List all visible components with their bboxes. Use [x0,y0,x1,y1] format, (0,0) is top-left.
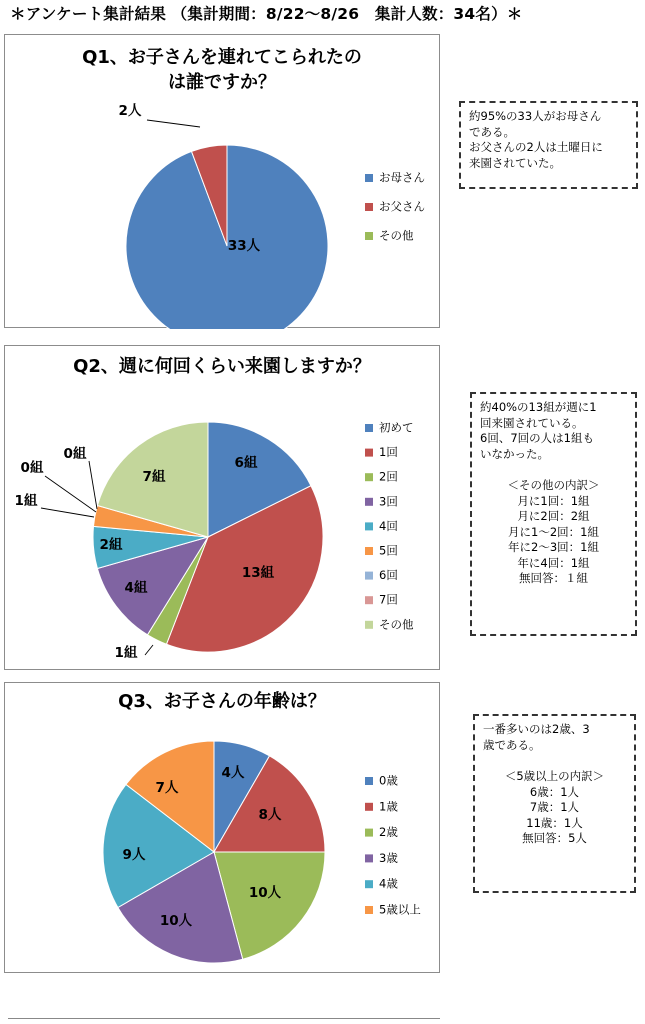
q3-breakdown-line: 6歳：1人 [529,784,580,799]
q1-note-line: である。 [469,124,515,139]
bottom-divider [8,1018,440,1019]
q1-chart-panel [4,34,440,328]
q3-title-line-1: Q3、お子さんの年齢は？ [118,691,326,712]
data-label: 10人 [248,885,282,901]
q1-note-line: 来園されていた。 [469,155,561,170]
q2-breakdown-line: 月に1回：1組 [517,493,590,508]
q3-chart-panel [4,682,440,973]
leader-line [147,120,200,127]
data-label: 10人 [159,913,193,929]
leader-line [145,645,153,655]
data-label: 13組 [241,565,275,581]
q2-chart-panel [4,345,440,670]
q3-note-line: 一番多いのは2歳、3 [483,722,590,736]
legend-label: 6回 [379,568,398,583]
q2-note-line: 6回、7回の人は1組も [480,431,594,445]
data-label: 4人 [221,765,245,781]
q3-breakdown-line: 無回答：5人 [522,831,587,845]
leader-line [45,476,96,512]
legend-swatch [365,621,373,629]
q2-note-line: いなかった。 [480,446,549,461]
data-label: 33人 [227,238,261,254]
legend-label: 7回 [379,592,398,607]
q2-chart-title [5,354,439,379]
q3-breakdown-line: 7歳：1人 [529,800,580,814]
q2-note-box [470,392,637,636]
legend-swatch [365,522,373,530]
data-label: 9人 [122,847,146,863]
legend-swatch [365,572,373,580]
legend-swatch [365,547,373,555]
data-label: 0組 [63,446,87,462]
page-title: ＊アンケート集計結果 （集計期間：8/22～8/26 集計人数：34名）＊ [10,5,523,23]
legend-label: 3回 [379,494,398,509]
q2-note-line: 約40%の13組が週に1 [480,400,597,414]
legend-label: 1回 [379,445,398,460]
data-label: 0組 [20,460,44,476]
q2-title-line-1: Q2、週に何回くらい来園しますか？ [73,356,371,377]
q3-breakdown-line: 11歳：1人 [526,815,583,830]
leader-line [89,461,97,509]
legend-label: 3歳 [379,850,398,865]
legend-swatch [365,232,373,240]
q1-note-line: 約95%の33人がお母さん [469,109,602,123]
legend-label: 4歳 [379,876,398,891]
q2-breakdown-heading: ＜その他の内訳＞ [507,478,600,492]
q2-breakdown-line: 月に1～2回：1組 [508,524,599,539]
data-label: 2人 [118,103,142,119]
legend-label: 4回 [379,518,398,533]
legend-swatch [365,473,373,481]
q1-chart-title [5,45,439,95]
legend-label: お父さん [379,199,425,214]
legend-label: その他 [379,617,414,632]
data-label: 6組 [234,455,258,471]
q3-breakdown-heading: ＜5歳以上の内訳＞ [504,769,605,783]
legend-swatch [365,803,373,811]
q2-breakdown-line: 年に4回：1組 [517,555,590,570]
legend-swatch [365,906,373,914]
q3-note-line: 歳である。 [483,737,541,752]
legend-label: 0歳 [379,773,398,788]
q2-pie-chart [5,346,441,671]
legend-swatch [365,449,373,457]
q2-breakdown-line: 無回答：１組 [519,571,588,585]
legend-swatch [365,498,373,506]
legend-swatch [365,777,373,785]
legend-swatch [365,880,373,888]
q1-note-box [459,101,638,189]
leader-line [41,508,94,517]
data-label: 4組 [124,580,148,596]
legend-label: お母さん [379,170,425,185]
q2-breakdown-line: 年に2～3回：1組 [508,540,599,554]
q1-title-line-2: は誰ですか？ [168,72,276,93]
legend-label: その他 [379,228,414,243]
legend-label: 2回 [379,469,398,484]
q1-note-line: お父さんの2人は土曜日に [469,140,603,154]
data-label: 7人 [155,780,179,796]
legend-label: 5歳以上 [379,902,421,917]
legend-label: 5回 [379,543,398,558]
legend-swatch [365,174,373,182]
data-label: 8人 [258,807,282,823]
q1-title-line-1: Q1、お子さんを連れてこられたの [82,47,362,68]
q3-note-box [473,714,636,893]
q3-chart-title [5,689,439,714]
q2-note-line: 回来園されている。 [480,415,584,430]
legend-label: 2歳 [379,825,398,840]
legend-label: 1歳 [379,799,398,814]
data-label: 7組 [142,469,166,485]
data-label: 2組 [99,537,123,553]
data-label: 1組 [114,645,138,661]
q3-pie-chart [5,683,441,974]
data-label: 1組 [14,493,38,509]
legend-label: 初めて [379,420,414,435]
legend-swatch [365,854,373,862]
q2-breakdown-line: 月に2回：2組 [517,509,590,523]
legend-swatch [365,596,373,604]
legend-swatch [365,829,373,837]
legend-swatch [365,424,373,432]
legend-swatch [365,203,373,211]
